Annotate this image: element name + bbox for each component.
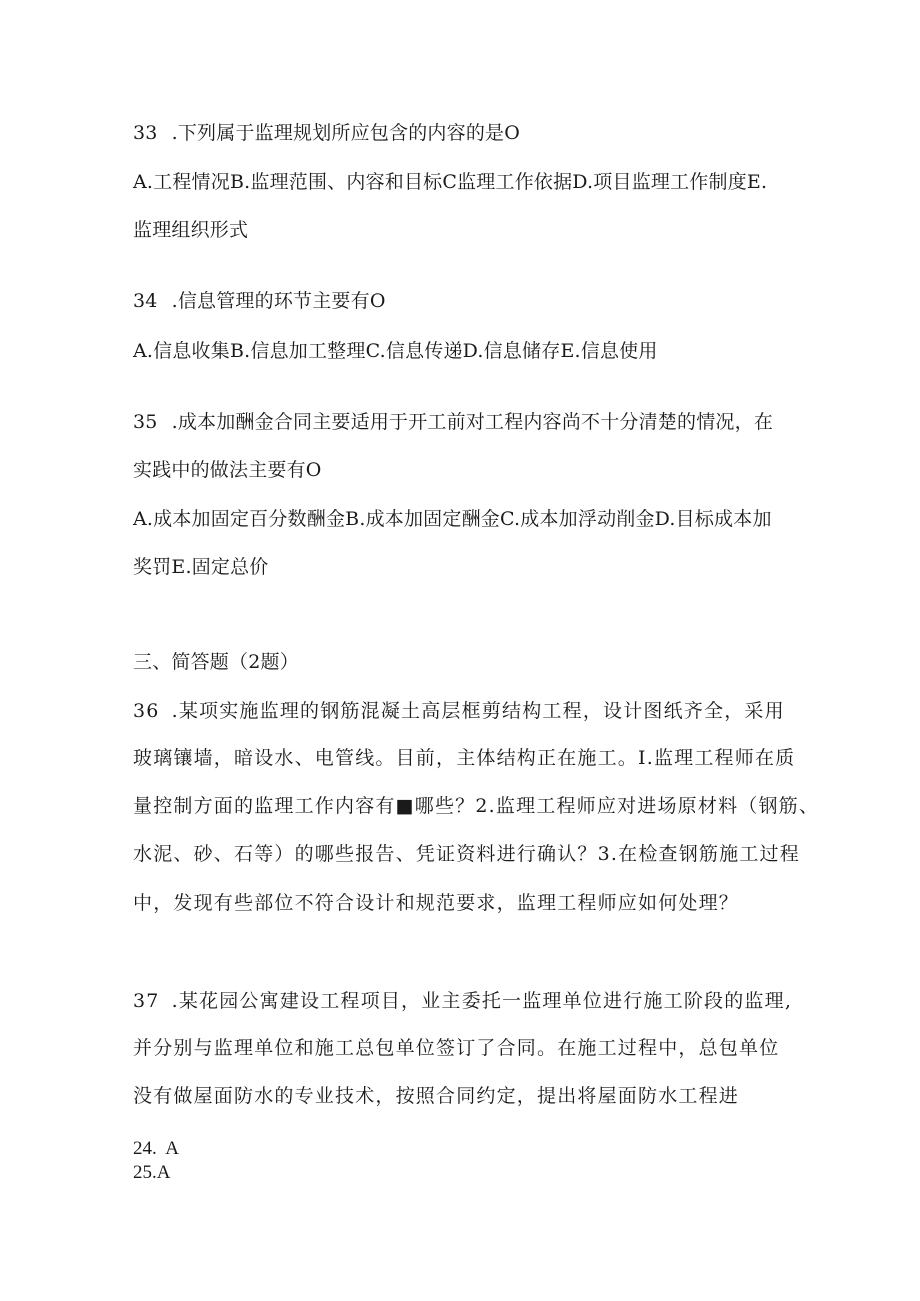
question-33-stem [133,121,520,145]
question-35-stem [133,410,773,434]
question-33-options-line-1: A.工程情况B.监理范围、内容和目标C监理工作依据D.项目监理工作制度E. [133,171,768,193]
question-text: .某花园公寓建设工程项目，业主委托一监理单位进行施工阶段的监理, [171,990,793,1012]
question-stem-text: .信息管理的环节主要有O [171,290,386,312]
short-answer-37-line-3: 没有做屋面防水的专业技术，按照合同约定，提出将屋面防水工程进 [133,1085,740,1107]
answer-key-24: 24. A [133,1138,179,1159]
short-answer-36-line-4: 水泥、砂、石等）的哪些报告、凭证资料进行确认？3.在检查钢筋施工过程 [133,843,800,865]
question-33-options-line-2: 监理组织形式 [133,219,249,241]
question-34-options-line-1: A.信息收集B.信息加工整理C.信息传递D.信息储存E.信息使用 [133,340,658,362]
question-35-options-line-2: 奖罚E.固定总价 [133,556,269,578]
question-number: 34 [133,290,158,312]
short-answer-36-line-5: 中，发现有些部位不符合设计和规范要求，监理工程师应如何处理？ [133,892,740,914]
question-number: 35 [133,411,158,433]
question-number: 33 [133,122,158,144]
question-35-options-line-1: A.成本加固定百分数酬金B.成本加固定酬金C.成本加浮动削金D.目标成本加 [133,508,772,530]
answer-key-25: 25.A [133,1162,171,1183]
question-35-stem-line-2: 实践中的做法主要有O [133,459,322,481]
section-heading: 三、简答题（2题） [133,651,299,673]
question-stem-text: .成本加酬金合同主要适用于开工前对工程内容尚不十分清楚的情况，在 [171,411,774,433]
question-stem-text: .下列属于监理规划所应包含的内容的是O [171,122,520,144]
short-answer-36-line-2: 玻璃镶墙，暗设水、电管线。目前，主体结构正在施工。I.监理工程师在质 [133,747,796,769]
question-34-stem [133,289,386,313]
question-number: 36 [133,700,160,722]
short-answer-36-line-1 [133,699,785,723]
question-number: 37 [133,990,160,1012]
short-answer-37-line-1 [133,989,792,1013]
question-text: .某项实施监理的钢筋混凝土高层框剪结构工程，设计图纸齐全，采用 [171,700,785,722]
short-answer-36-line-3: 量控制方面的监理工作内容有■哪些？2.监理工程师应对进场原材料（钢筋、 [133,795,820,817]
short-answer-37-line-2: 并分别与监理单位和施工总包单位签订了合同。在施工过程中，总包单位 [133,1037,780,1059]
